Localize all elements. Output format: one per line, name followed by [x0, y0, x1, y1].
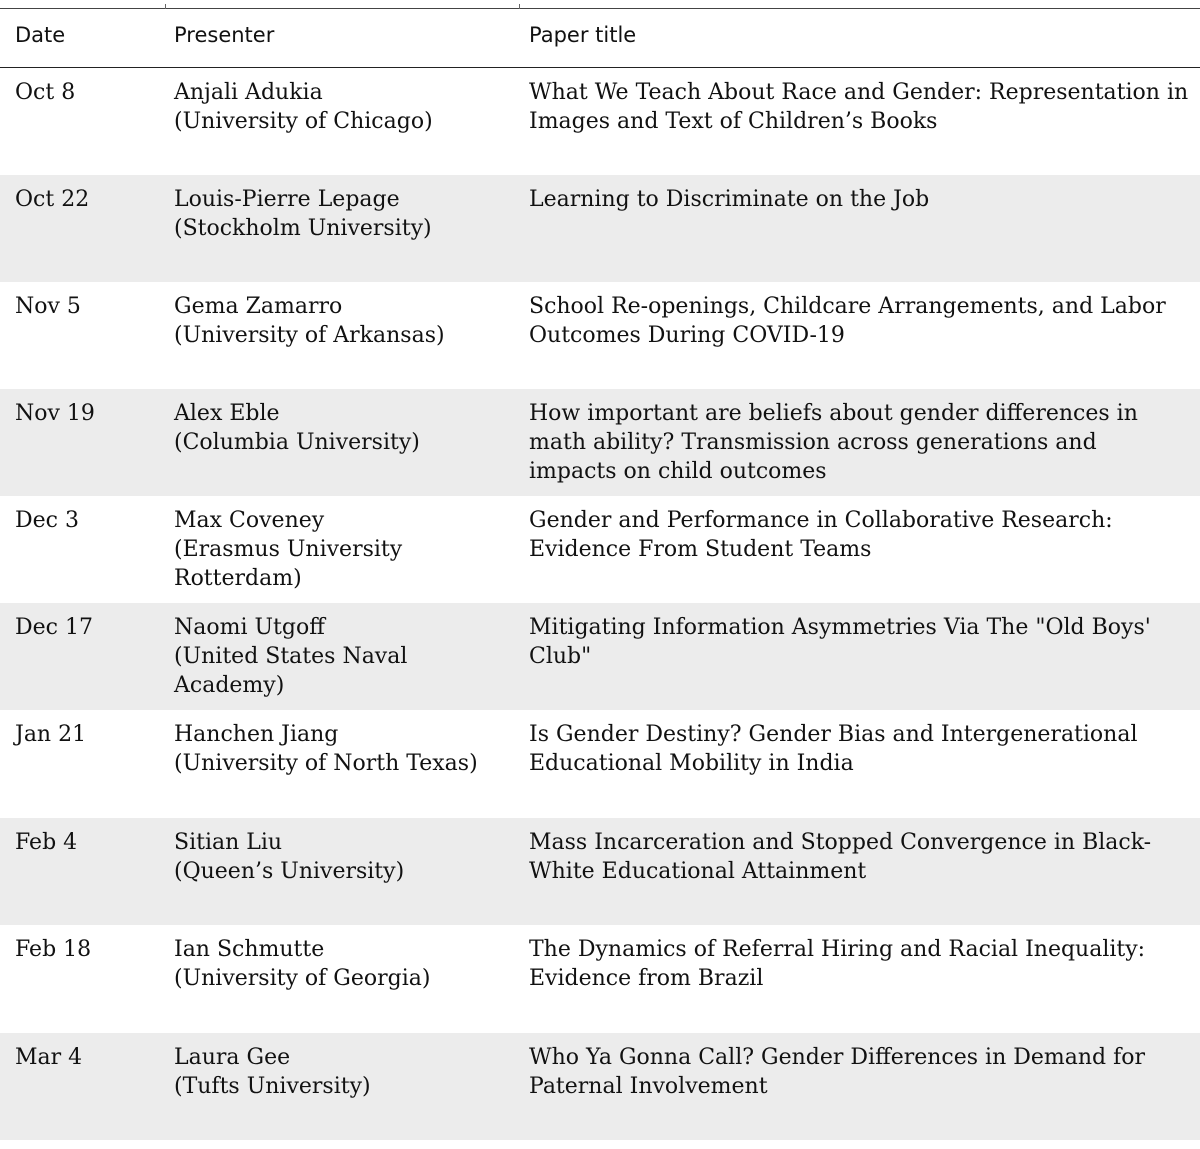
table-header-row	[0, 10, 1200, 68]
table-row	[0, 710, 1200, 817]
table-row	[0, 1033, 1200, 1140]
row-paper-title: Learning to Discriminate on the Job	[529, 187, 930, 212]
table-row	[0, 818, 1200, 925]
row-presenter: Naomi Utgoff (United States Naval Academy)	[174, 615, 408, 698]
row-paper-title: Mass Incarceration and Stopped Convergence in Black-White Educational Attainment	[529, 830, 1152, 884]
column-tick	[519, 4, 520, 9]
row-presenter: Anjali Adukia (University of Chicago)	[174, 80, 433, 134]
table-row	[0, 68, 1200, 175]
row-presenter: Laura Gee (Tufts University)	[174, 1045, 371, 1099]
row-paper-title: How important are beliefs about gender differences in math ability? Transmission across generations and impacts on child outcomes	[529, 401, 1138, 484]
row-date: Nov 5	[15, 294, 81, 319]
row-paper-title: Is Gender Destiny? Gender Bias and Intergenerational Educational Mobility in India	[529, 722, 1138, 776]
row-presenter: Sitian Liu (Queen’s University)	[174, 830, 405, 884]
row-paper-title: Who Ya Gonna Call? Gender Differences in Demand for Paternal Involvement	[529, 1045, 1146, 1099]
row-presenter: Hanchen Jiang (University of North Texas)	[174, 722, 478, 776]
row-paper-title: Gender and Performance in Collaborative Research: Evidence From Student Teams	[529, 508, 1113, 562]
row-date: Dec 17	[15, 615, 93, 640]
row-paper-title: School Re-openings, Childcare Arrangements, and Labor Outcomes During COVID-19	[529, 294, 1166, 348]
row-presenter: Alex Eble (Columbia University)	[174, 401, 420, 455]
row-presenter: Gema Zamarro (University of Arkansas)	[174, 294, 445, 348]
header-presenter: Presenter	[174, 23, 275, 47]
header-date: Date	[15, 23, 66, 47]
table-row	[0, 496, 1200, 603]
row-presenter: Max Coveney (Erasmus University Rotterdam)	[174, 508, 403, 591]
row-paper-title: What We Teach About Race and Gender: Representation in Images and Text of Children’s Books	[529, 80, 1189, 134]
table-row	[0, 389, 1200, 496]
row-date: Oct 22	[15, 187, 90, 212]
table-row	[0, 925, 1200, 1032]
row-presenter: Louis-Pierre Lepage (Stockholm University)	[174, 187, 432, 241]
row-date: Nov 19	[15, 401, 95, 426]
row-paper-title: The Dynamics of Referral Hiring and Racial Inequality: Evidence from Brazil	[529, 937, 1146, 991]
row-date: Mar 4	[15, 1045, 83, 1070]
row-date: Feb 18	[15, 937, 92, 962]
table-row	[0, 282, 1200, 389]
row-date: Feb 4	[15, 830, 78, 855]
top-rule	[0, 8, 1200, 9]
row-date: Jan 21	[15, 722, 87, 747]
row-date: Oct 8	[15, 80, 76, 105]
row-paper-title: Mitigating Information Asymmetries Via The "Old Boys' Club"	[529, 615, 1151, 669]
row-date: Dec 3	[15, 508, 79, 533]
column-tick	[165, 4, 166, 9]
table-row	[0, 603, 1200, 710]
table-row	[0, 175, 1200, 282]
row-presenter: Ian Schmutte (University of Georgia)	[174, 937, 431, 991]
header-paper-title: Paper title	[529, 23, 637, 47]
